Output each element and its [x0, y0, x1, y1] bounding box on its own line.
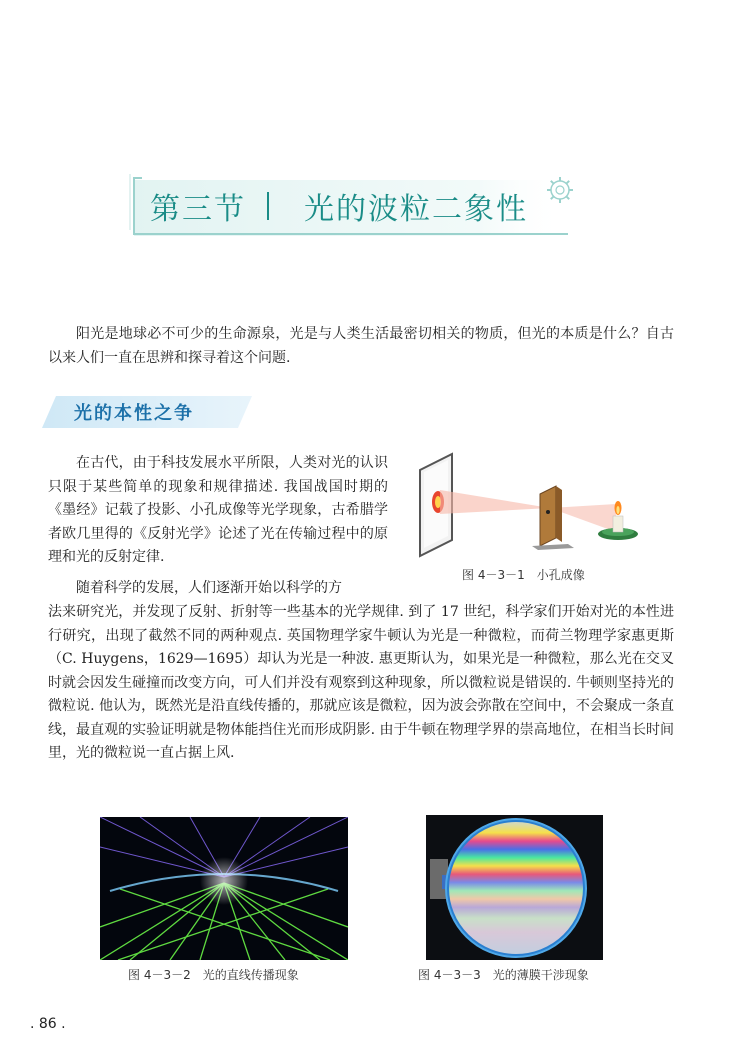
intro-paragraph: 阳光是地球必不可少的生命源泉，光是与人类生活最密切相关的物质，但光的本质是什么？自古以来人们一直在思辨和探寻着这个问题.	[48, 326, 674, 366]
chapter-title-banner	[128, 172, 576, 242]
figure-3-caption: 图 4－3－3 光的薄膜干涉现象	[418, 968, 589, 982]
figure-laser-show	[100, 817, 348, 960]
section-title: 光的波粒二象性	[304, 192, 528, 227]
figure-pinhole-imaging	[416, 450, 646, 558]
page-number: . 86 .	[30, 1016, 66, 1032]
section-number: 第三节	[150, 192, 246, 227]
subheading-label: 光的本性之争	[74, 403, 194, 424]
figure-2-caption: 图 4－3－2 光的直线传播现象	[128, 968, 299, 982]
subheading	[42, 396, 252, 428]
paragraph-2-start: 随着科学的发展，人们逐渐开始以科学的方	[76, 580, 342, 596]
paragraph-2-continued: 法来研究光，并发现了反射、折射等一些基本的光学规律. 到了 17 世纪，科学家们开始对光的本性进行研究，出现了截然不同的两种观点. 英国物理学家牛顿认为光是一种微粒，而荷兰物理学家惠更斯（C. Huygens，1629—1695）却认为光是一种波. 惠更斯认为，如果光是一种微粒，那么光在交叉时就会因发生碰撞而改变方向，可人们并没有观察到这种现象，所以微粒说是错误的. 牛顿则坚持光的微粒说. 他认为，既然光是沿直线传播的，那就应该是微粒，因为波会弥散在空间中，不会聚成一条直线，最直观的实验证明就是物体能挡住光而形成阴影. 由于牛顿在物理学界的崇高地位，在相当长时间里，光的微粒说一直占据上风.	[48, 604, 674, 761]
figure-1-caption: 图 4－3－1 小孔成像	[462, 568, 585, 582]
paragraph-1: 在古代，由于科技发展水平所限，人类对光的认识只限于某些简单的现象和规律描述. 我国战国时期的《墨经》记载了投影、小孔成像等光学现象，古希腊学者欧几里得的《反射光学》论述了光在传输过程中的原理和光的反射定律.	[48, 455, 388, 565]
figure-thin-film-interference	[426, 815, 603, 960]
